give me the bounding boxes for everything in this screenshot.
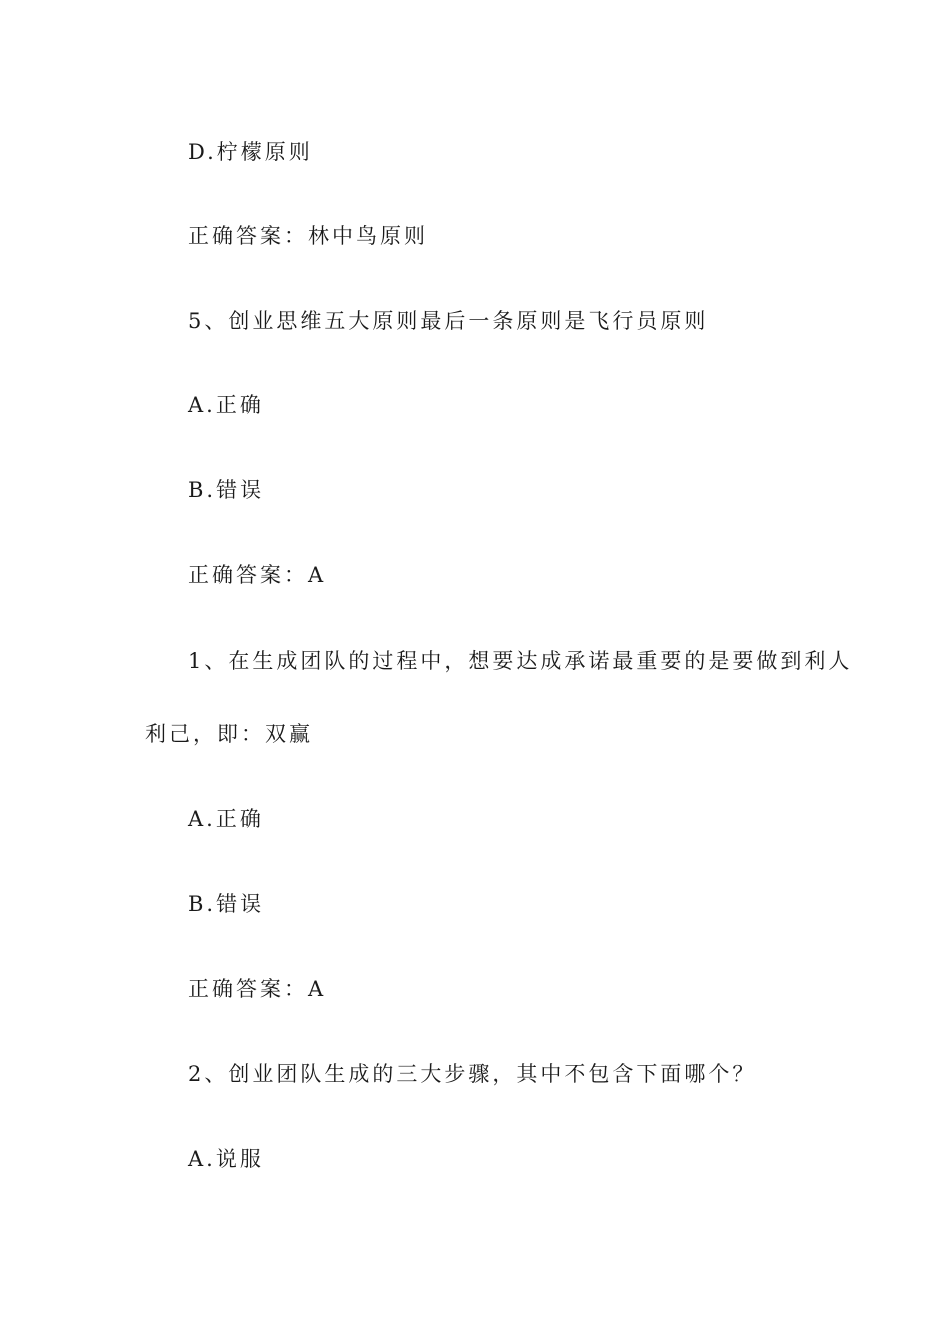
answer-line: 正确答案：A <box>188 977 327 1001</box>
question-2: 2、创业团队生成的三大步骤，其中不包含下面哪个？ <box>188 1062 757 1086</box>
option-b: B.错误 <box>188 478 265 502</box>
option-d-lemon-principle: D.柠檬原则 <box>188 140 313 164</box>
question-1-continuation: 利己，即：双赢 <box>145 722 313 746</box>
option-b: B.错误 <box>188 892 265 916</box>
answer-line: 正确答案：林中鸟原则 <box>188 224 428 248</box>
question-1: 1、在生成团队的过程中，想要达成承诺最重要的是要做到利人 <box>188 649 853 673</box>
option-a: A.说服 <box>188 1147 264 1171</box>
option-a: A.正确 <box>188 807 264 831</box>
question-5: 5、创业思维五大原则最后一条原则是飞行员原则 <box>188 309 709 333</box>
answer-line: 正确答案：A <box>188 563 327 587</box>
option-a: A.正确 <box>188 393 264 417</box>
